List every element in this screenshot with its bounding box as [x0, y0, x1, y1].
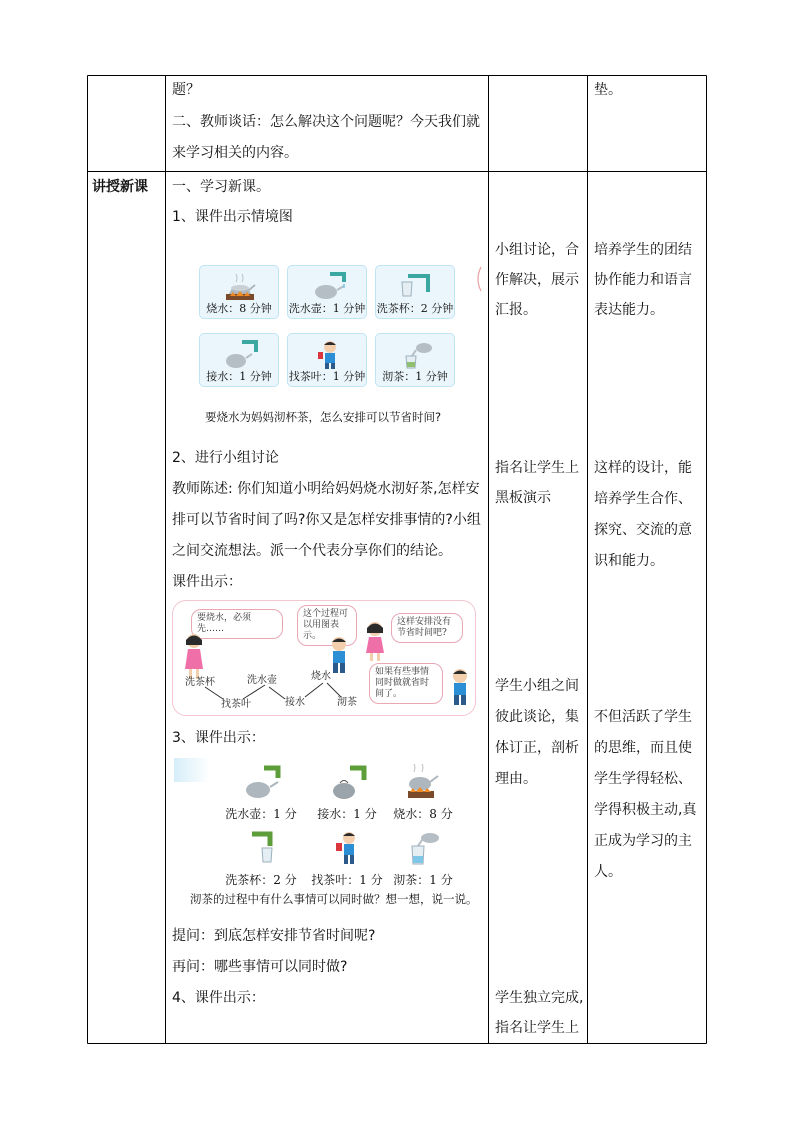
top-intent-text: 垫。	[594, 82, 622, 98]
faucet-cup-icon	[396, 270, 436, 302]
intent-a-line-3: 表达能力。	[594, 302, 664, 318]
process-p3: 2、进行小组讨论	[172, 450, 279, 466]
process-p5: 课件出示：	[172, 574, 242, 590]
step-wash-cup: 洗茶杯	[185, 677, 215, 688]
student-c-line-3: 体订正，剖析	[495, 740, 579, 756]
card-boil-water	[199, 265, 279, 319]
process-p9: 4、课件出示：	[172, 990, 265, 1006]
figure3-band	[174, 758, 210, 782]
boy-icon	[324, 830, 370, 866]
figure1-caption: 要烧水为妈妈沏杯茶，怎么安排可以节省时间?	[205, 410, 442, 424]
card-wash-kettle	[287, 265, 367, 319]
item-label: 接水：1 分	[317, 807, 377, 821]
intent-c-line-2: 的思维，而且使	[594, 740, 692, 756]
intent-a-line-1: 培养学生的团结	[594, 242, 692, 258]
process-p4-line-2: 排可以节省时间了吗?你又是怎样安排事情的?小组	[172, 512, 481, 528]
card-label: 烧水：8 分钟	[206, 302, 272, 315]
item-make-tea	[380, 830, 466, 894]
student-c-line-4: 理由。	[495, 771, 537, 787]
flow-arrows	[173, 601, 477, 717]
student-a-line-2: 作解决，展示	[495, 272, 579, 288]
process-p1: 一、学习新课。	[172, 179, 270, 195]
process-p2: 1、课件出示情境图	[172, 209, 293, 225]
student-a-line-3: 汇报。	[495, 302, 537, 318]
intent-a-line-2: 协作能力和语言	[594, 272, 692, 288]
step-find-tea: 找茶叶	[221, 699, 251, 710]
intent-c-line-4: 学得积极主动,真	[594, 802, 697, 818]
item-label: 洗茶杯：2 分	[225, 873, 297, 887]
student-d-line-1: 学生独立完成,	[495, 990, 584, 1006]
faucet-kettle-icon	[238, 764, 284, 800]
top-process-line-3: 来学习相关的内容。	[172, 145, 298, 161]
kettle-stove-icon	[220, 270, 260, 302]
step-boil-water: 烧水	[311, 671, 331, 682]
faucet-cup-icon	[238, 830, 284, 866]
pour-tea-icon	[400, 830, 446, 866]
kettle-stove-icon	[400, 764, 446, 800]
process-p4-line-1: 教师陈述: 你们知道小明给妈妈烧水沏好茶,怎样安	[172, 481, 480, 497]
intent-b-line-2: 培养学生合作、	[594, 491, 692, 507]
student-c-line-2: 彼此谈论，集	[495, 709, 579, 725]
item-wash-cup	[218, 830, 304, 894]
process-p7: 提问：到底怎样安排节省时间呢?	[172, 928, 376, 944]
item-label: 找茶叶：1 分	[311, 873, 383, 887]
bubble-girl-1: 要烧水，必须先……	[191, 609, 283, 639]
card-wash-cup	[375, 265, 455, 319]
boy-icon	[308, 338, 348, 370]
bubble-girl-2: 这样安排没有节省时间吧?	[391, 613, 463, 643]
faucet-fill-icon	[220, 338, 260, 370]
faucet-fill-icon	[324, 764, 370, 800]
card-fill-water	[199, 333, 279, 387]
intent-c-line-5: 正成为学习的主	[594, 833, 692, 849]
item-boil-water	[380, 764, 466, 828]
figure3-caption: 沏茶的过程中有什么事情可以同时做？想一想，说一说。	[190, 892, 478, 906]
intent-b-line-1: 这样的设计，能	[594, 460, 692, 476]
student-c-line-1: 学生小组之间	[495, 678, 579, 694]
item-label: 沏茶：1 分	[393, 873, 453, 887]
intent-b-line-4: 识和能力。	[594, 553, 664, 569]
item-label: 烧水：8 分	[393, 807, 453, 821]
step-make-tea: 沏茶	[337, 697, 357, 708]
item-label: 洗水壶：1 分	[225, 807, 297, 821]
student-b-line-1: 指名让学生上	[495, 460, 579, 476]
step-wash-kettle: 洗水壶	[247, 675, 277, 686]
top-process-line-2: 二、教师谈话：怎么解决这个问题呢？今天我们就	[172, 114, 480, 130]
top-process-line-1: 题？	[172, 82, 200, 98]
card-label: 接水：1 分钟	[206, 370, 272, 383]
step-fill-water: 接水	[285, 697, 305, 708]
intent-c-line-6: 人。	[594, 864, 622, 880]
card-label: 洗茶杯：2 分钟	[376, 302, 454, 315]
item-wash-kettle	[218, 764, 304, 828]
pour-tea-icon	[396, 338, 436, 370]
section-label: 讲授新课	[92, 179, 148, 195]
process-p6: 3、课件出示：	[172, 730, 265, 746]
intent-c-line-3: 学生学得轻松、	[594, 771, 692, 787]
card-label: 沏茶：1 分钟	[382, 370, 448, 383]
process-p8: 再问：哪些事情可以同时做?	[172, 959, 348, 975]
student-d-line-2: 指名让学生上	[495, 1020, 579, 1036]
faucet-kettle-icon	[308, 270, 348, 302]
intent-c-line-1: 不但活跃了学生	[594, 709, 692, 725]
student-a-line-1: 小组讨论，合	[495, 242, 579, 258]
student-b-line-2: 黑板演示	[495, 490, 551, 506]
bracket-decoration	[474, 266, 482, 292]
intent-b-line-3: 探究、交流的意	[594, 522, 692, 538]
card-label: 找茶叶：1 分钟	[288, 370, 366, 383]
card-make-tea	[375, 333, 455, 387]
figure-discussion	[172, 600, 476, 716]
bubble-boy-1: 这个过程可以用图表示。	[297, 605, 357, 646]
card-find-tea	[287, 333, 367, 387]
card-label: 洗水壶：1 分钟	[288, 302, 366, 315]
bubble-boy-2: 如果有些事情同时做就省时间了。	[369, 663, 443, 704]
process-p4-line-3: 之间交流想法。派一个代表分享你们的结论。	[172, 543, 452, 559]
